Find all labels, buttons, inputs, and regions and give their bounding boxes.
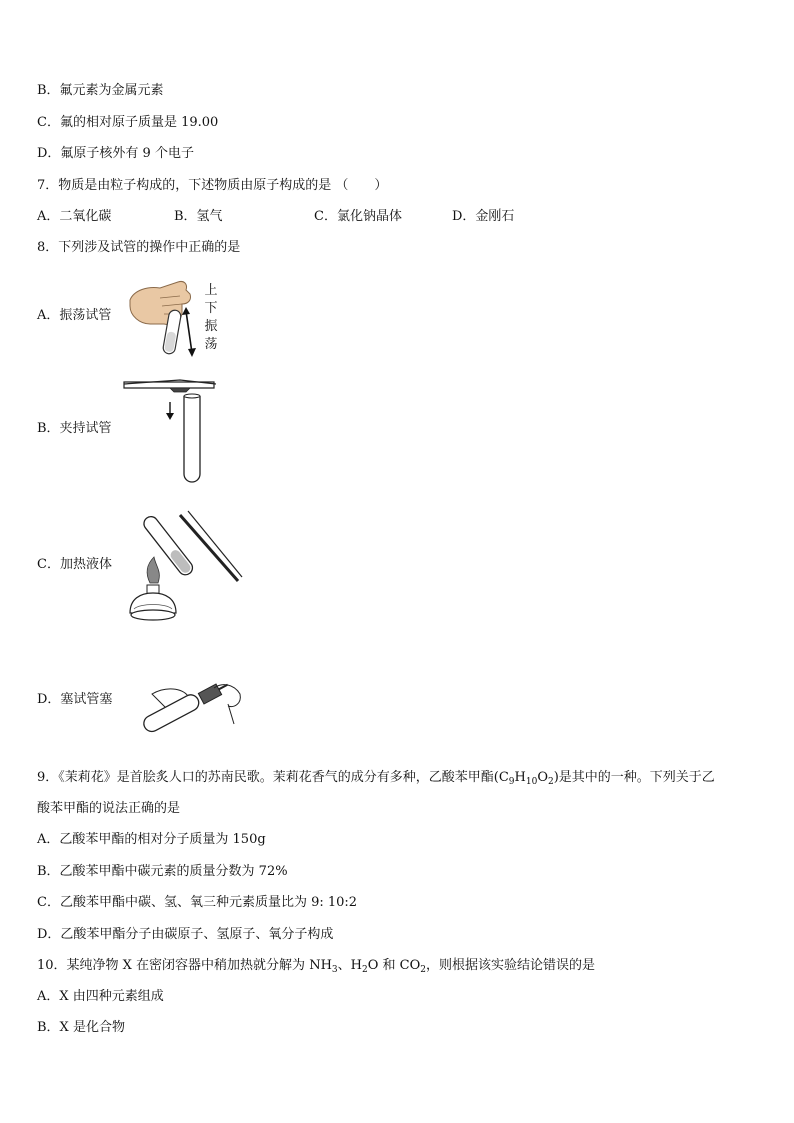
q8-option-b: B．夹持试管: [37, 421, 112, 436]
note-char-4: 荡: [204, 337, 218, 352]
q9-stem-text-a: 9．《茉莉花》是首脍炙人口的苏南民歌。茉莉花香气的成分有多种，乙酸苯甲酯(C: [37, 770, 509, 785]
q6-option-b: B．氟元素为金属元素: [37, 83, 164, 98]
q9-option-a: A．乙酸苯甲酯的相对分子质量为 150g: [37, 832, 266, 847]
inserting-stopper-figure: [130, 674, 250, 740]
q6-option-c: C．氟的相对原子质量是 19.00: [37, 115, 219, 130]
note-char-2: 下: [204, 301, 218, 316]
q10-stem-text-c: O 和 CO: [367, 958, 421, 973]
q10-option-b: B．X 是化合物: [37, 1020, 125, 1035]
q10-stem: [37, 958, 595, 974]
q7-stem: 7．物质是由粒子构成的，下述物质由原子构成的是 （ ）: [37, 178, 388, 193]
holding-test-tube-figure: [120, 378, 220, 488]
formula-c-subscript: 9: [508, 777, 515, 787]
q7-option-d: D．金刚石: [452, 209, 515, 224]
formula-o-subscript: 2: [548, 777, 554, 787]
h2o-subscript: 2: [361, 965, 368, 975]
formula-h: H: [514, 770, 526, 785]
q9-stem-text-b: )是其中的一种。下列关于乙: [553, 770, 715, 785]
q9-stem-line-1: [37, 770, 715, 786]
q10-stem-text-a: 10．某纯净物 X 在密闭容器中稍加热就分解为 NH: [37, 958, 332, 973]
formula-h-subscript: 10: [525, 777, 538, 787]
q7-option-b: B．氢气: [174, 209, 223, 224]
q7-option-c: C．氯化钠晶体: [314, 209, 402, 224]
q8-stem: 8．下列涉及试管的操作中正确的是: [37, 240, 241, 255]
q10-option-a: A．X 由四种元素组成: [37, 989, 164, 1004]
double-arrow-icon: [176, 305, 202, 361]
formula-o: O: [537, 770, 548, 785]
co2-subscript: 2: [420, 965, 426, 975]
q8-option-d: D．塞试管塞: [37, 692, 113, 707]
q8-option-a: A．振荡试管: [37, 308, 112, 323]
heating-liquid-figure: [118, 505, 248, 630]
nh3-subscript: 3: [331, 965, 338, 975]
note-char-1: 上: [204, 283, 218, 298]
q10-stem-text-b: 、H: [337, 958, 362, 973]
note-char-3: 振: [204, 319, 218, 334]
q9-option-d: D．乙酸苯甲酯分子由碳原子、氢原子、氧分子构成: [37, 927, 334, 942]
q7-option-a: A．二氧化碳: [37, 209, 112, 224]
q10-stem-text-d: ，则根据该实验结论错误的是: [425, 958, 595, 973]
q9-stem-line-2: 酸苯甲酯的说法正确的是: [37, 801, 181, 816]
q9-option-c: C．乙酸苯甲酯中碳、氢、氧三种元素质量比为 9: 10:2: [37, 895, 358, 910]
q6-option-d: D．氟原子核外有 9 个电子: [37, 146, 194, 161]
q9-option-b: B．乙酸苯甲酯中碳元素的质量分数为 72%: [37, 864, 288, 879]
q8-option-c: C．加热液体: [37, 557, 112, 572]
shake-direction-note: [204, 282, 218, 354]
